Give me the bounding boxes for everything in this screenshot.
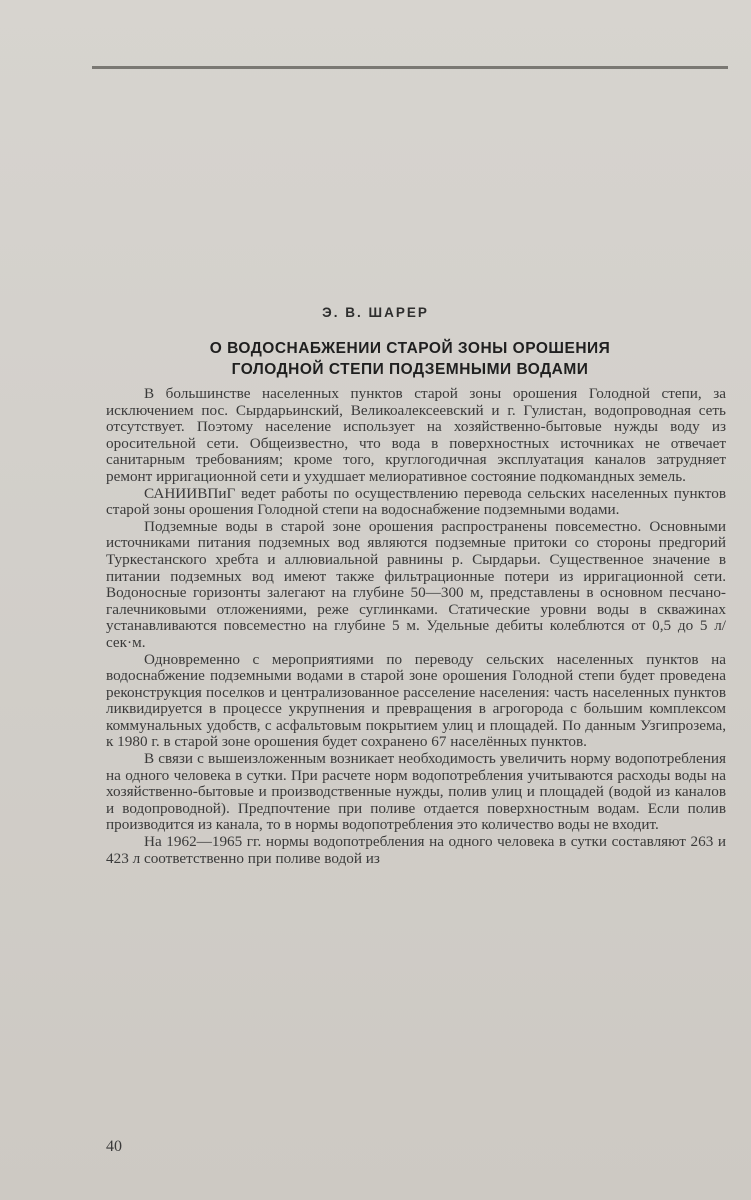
header-rule [92,66,728,69]
paragraph: На 1962—1965 гг. нормы водопотребления на одного человека в сутки составляют 263 и 423 л соответственно при поливе водой из [106,833,726,867]
title-line-1: О ВОДОСНАБЖЕНИИ СТАРОЙ ЗОНЫ ОРОШЕНИЯ [209,340,611,357]
author-name: Э. В. ШАРЕР [322,305,429,320]
paragraph: В большинстве населенных пунктов старой зоны орошения Голодной степи, за исключением пос. Сырдарьинский, Великоалексеевский и г. Гулистан, водопроводная сеть отсутствует. Поэтому население использует на хозяйственно-бытовые нужды воду из оросительной сети. Общеизвестно, что вода в поверхностных источниках не отвечает санитарным требованиям; кроме того, круглогодичная эксплуатация каналов затрудняет ремонт ирригационной сети и ухудшает мелиоративное состояние подкомандных земель. [106,385,726,485]
page-number: 40 [106,1138,122,1155]
paragraph: Одновременно с мероприятиями по переводу сельских населенных пунктов на водоснабжение подземными водами в старой зоне орошения Голодной степи будет проведена реконструкция поселков и централизованное расселение населения: часть населенных пунктов ликвидируется в процессе укрупнения и превращения в агрогорода с большим комплексом коммунальных удобств, с асфальтовым покрытием улиц и площадей. По данным Узгипрозема, к 1980 г. в старой зоне орошения будет сохранено 67 населённых пунктов. [106,650,726,751]
paragraph: САНИИВПиГ ведет работы по осуществлению перевода сельских населенных пунктов старой зоны орошения Голодной степи на водоснабжение подземными водами. [106,484,726,519]
article-title [100,338,720,380]
article-body [106,386,726,867]
paragraph: Подземные воды в старой зоне орошения распространены повсеместно. Основными источниками питания подземных вод являются подземные притоки со стороны предгорий Туркестанского хребта и аллювиальной равнины р. Сырдарьи. Существенное значение в питании подземных вод имеют также фильтрационные потери из ирригационной сети. Водоносные горизонты залегают на глубине 50—300 м, представлены в основном песчано-галечниковыми отложениями, реже суглинками. Статические уровни воды в скважинах устанавливаются повсеместно на глубине 5 м. Удельные дебиты колеблются от 0,5 до 5 л/сек·м. [106,517,726,651]
paragraph: В связи с вышеизложенным возникает необходимость увеличить норму водопотребления на одного человека в сутки. При расчете норм водопотребления учитываются расходы воды на хозяйственно-бытовые и производственные нужды, полив улиц и площадей (водой из каналов и водопроводной). Предпочтение при поливе отдается поверхностным водам. Если полив производится из канала, то в нормы водопотребления это количество воды не входит. [106,750,726,834]
title-line-2: ГОЛОДНОЙ СТЕПИ ПОДЗЕМНЫМИ ВОДАМИ [231,361,589,378]
